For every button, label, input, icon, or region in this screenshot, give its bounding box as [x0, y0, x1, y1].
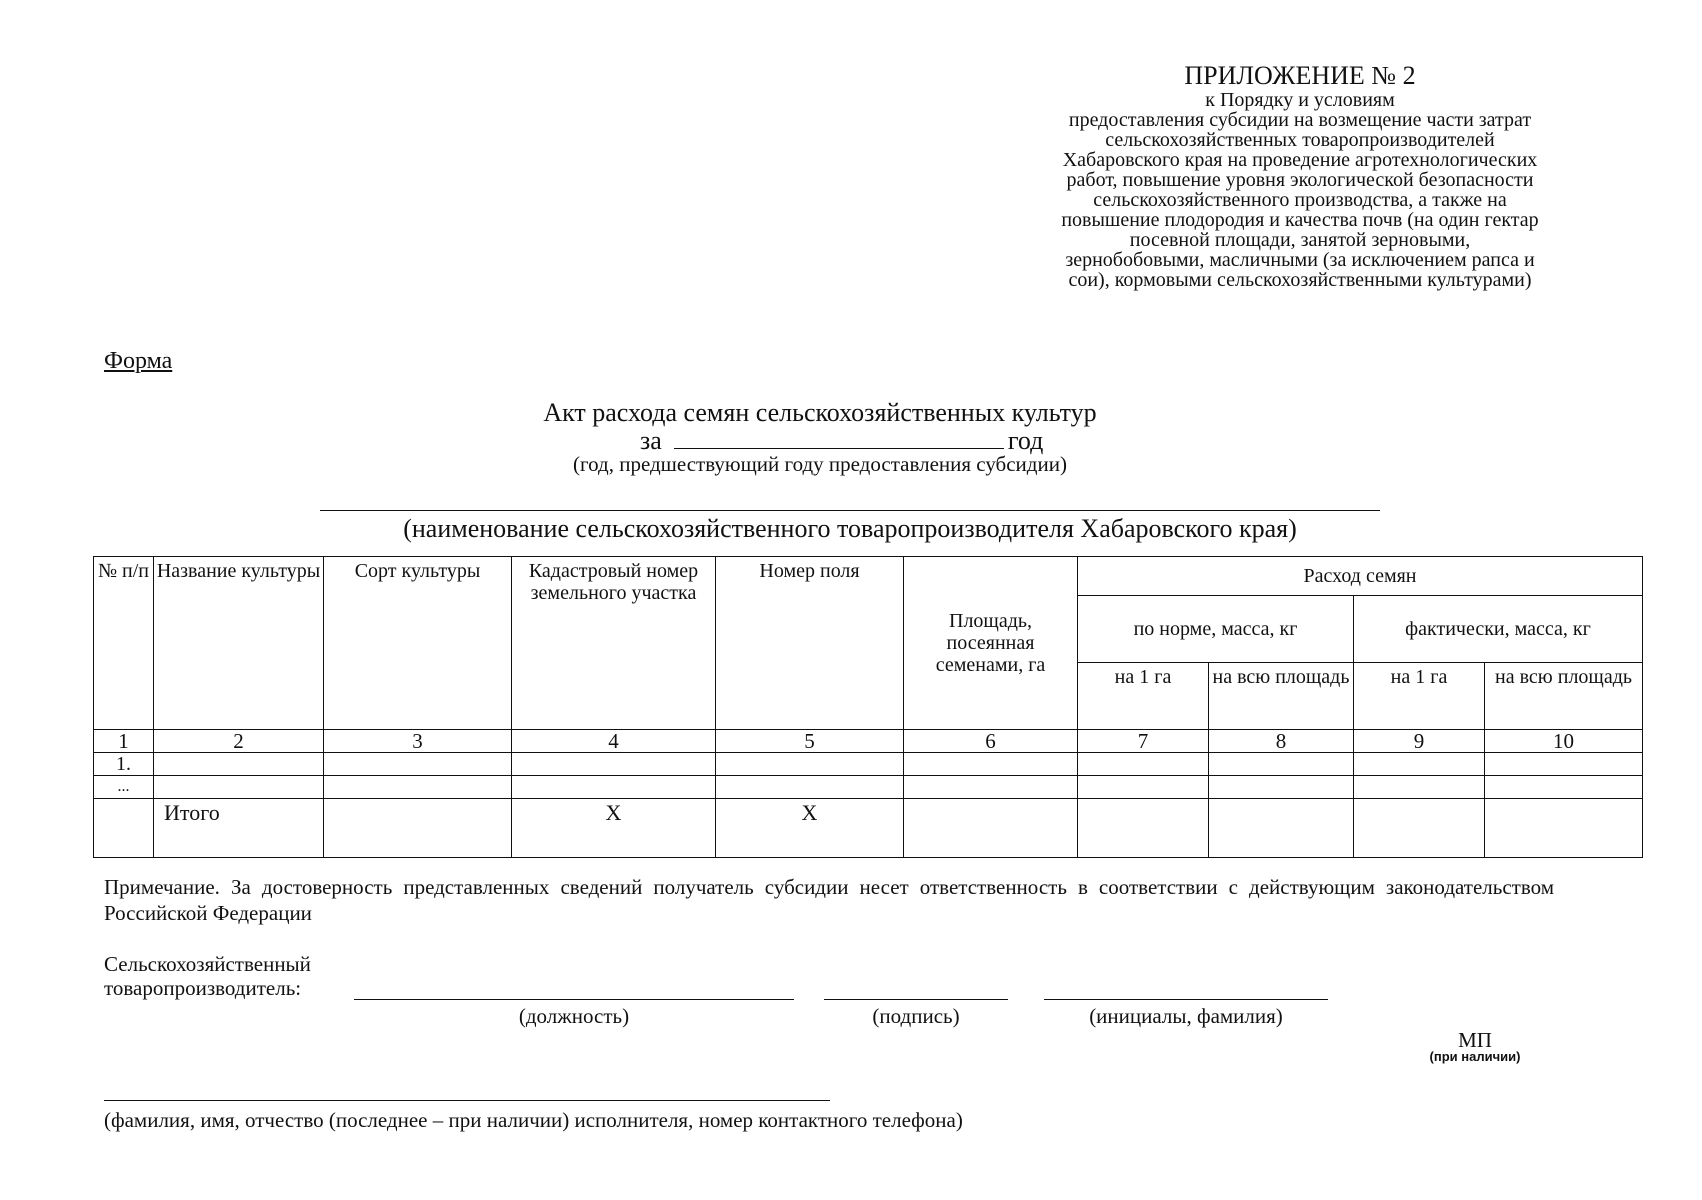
- year-blank-field[interactable]: [674, 424, 1004, 449]
- table-cell[interactable]: [324, 753, 512, 776]
- table-cell[interactable]: [1078, 799, 1209, 858]
- year-prefix: за: [640, 426, 662, 455]
- producer-label-line1: Сельскохозяйственный: [104, 952, 311, 976]
- form-label: Форма: [104, 348, 173, 374]
- appendix-line: сои), кормовыми сельскохозяйственными культурами): [1068, 269, 1532, 291]
- column-number: 7: [1078, 730, 1209, 753]
- act-title: Акт расхода семян сельскохозяйственных культур: [543, 398, 1097, 427]
- appendix-header: [1000, 62, 1600, 290]
- name-blank-field[interactable]: [1044, 999, 1328, 1000]
- position-caption: (должность): [518, 1004, 630, 1028]
- table-cell[interactable]: [324, 776, 512, 799]
- table-cell[interactable]: [1354, 753, 1485, 776]
- table-cell[interactable]: [1485, 776, 1643, 799]
- header-seed-consumption: Расход семян: [1078, 557, 1643, 596]
- column-number: 10: [1485, 730, 1643, 753]
- table-cell[interactable]: [716, 753, 904, 776]
- row-num: ...: [94, 776, 154, 799]
- header-by-norm: по норме, масса, кг: [1078, 596, 1354, 663]
- stamp-label: МП: [1458, 1028, 1492, 1052]
- column-number: 9: [1354, 730, 1485, 753]
- total-cadastral-mark: X: [512, 799, 716, 858]
- appendix-line: сельскохозяйственных товаропроизводителей: [1105, 129, 1495, 151]
- name-caption: (инициалы, фамилия): [1089, 1004, 1283, 1028]
- header-actual-whole-area: на всю площадь: [1485, 663, 1643, 730]
- position-blank-field[interactable]: [354, 999, 794, 1000]
- header-area: Площадь, посеянная семенами, га: [904, 557, 1078, 730]
- column-number: 6: [904, 730, 1078, 753]
- table-cell[interactable]: [1209, 753, 1354, 776]
- header-field-number: Номер поля: [716, 557, 904, 730]
- table-cell[interactable]: [1209, 799, 1354, 858]
- appendix-line: посевной площади, занятой зерновыми,: [1129, 229, 1471, 251]
- table-cell[interactable]: [904, 799, 1078, 858]
- stamp-note: (при наличии): [1429, 1049, 1521, 1064]
- table-cell[interactable]: [1485, 753, 1643, 776]
- table-cell[interactable]: [1078, 776, 1209, 799]
- header-norm-whole-area: на всю площадь: [1209, 663, 1354, 730]
- total-label: Итого: [154, 799, 324, 858]
- header-culture-name: Название культуры: [154, 557, 324, 730]
- table-cell[interactable]: [1354, 799, 1485, 858]
- note-text: Примечание. За достоверность представленных сведений получатель субсидии несет ответственность в соответствии с действующим законодательством Российской Федерации: [104, 875, 1554, 925]
- org-caption: (наименование сельскохозяйственного товаропроизводителя Хабаровского края): [403, 514, 1297, 543]
- executor-caption: (фамилия, имя, отчество (последнее – при наличии) исполнителя, номер контактного телефона): [104, 1108, 963, 1132]
- appendix-title: ПРИЛОЖЕНИЕ № 2: [1184, 61, 1416, 90]
- appendix-line: сельскохозяйственного производства, а также на: [1093, 189, 1507, 211]
- appendix-line: повышение плодородия и качества почв (на один гектар: [1061, 209, 1539, 231]
- org-name-blank-field[interactable]: [320, 510, 1380, 511]
- appendix-line: работ, повышение уровня экологической безопасности: [1066, 169, 1534, 191]
- executor-blank-field[interactable]: [104, 1100, 830, 1101]
- signature-caption: (подпись): [872, 1004, 960, 1028]
- producer-label: [104, 952, 311, 1000]
- year-suffix: год: [1007, 426, 1044, 455]
- table-row: [94, 753, 1643, 776]
- header-norm-per-ha: на 1 га: [1078, 663, 1209, 730]
- seed-consumption-table: [93, 556, 1643, 858]
- column-number: 5: [716, 730, 904, 753]
- row-num: 1.: [94, 753, 154, 776]
- year-caption: (год, предшествующий году предоставления субсидии): [573, 452, 1067, 476]
- table-cell[interactable]: [1209, 776, 1354, 799]
- header-actual: фактически, масса, кг: [1354, 596, 1643, 663]
- header-num: № п/п: [94, 557, 154, 730]
- table-cell[interactable]: [1354, 776, 1485, 799]
- table-cell[interactable]: [1078, 753, 1209, 776]
- table-cell: [94, 799, 154, 858]
- total-row: [94, 799, 1643, 858]
- header-variety: Сорт культуры: [324, 557, 512, 730]
- table-cell[interactable]: [1485, 799, 1643, 858]
- appendix-line: к Порядку и условиям: [1205, 89, 1395, 111]
- header-actual-per-ha: на 1 га: [1354, 663, 1485, 730]
- column-number: 3: [324, 730, 512, 753]
- total-field-mark: X: [716, 799, 904, 858]
- signature-blank-field[interactable]: [824, 999, 1008, 1000]
- table-cell[interactable]: [716, 776, 904, 799]
- header-cadastral: Кадастровый номер земельного участка: [512, 557, 716, 730]
- stamp-place: [1420, 1030, 1530, 1064]
- column-number: 2: [154, 730, 324, 753]
- table-cell[interactable]: [154, 776, 324, 799]
- column-number: 4: [512, 730, 716, 753]
- table-cell[interactable]: [904, 776, 1078, 799]
- table-row: [94, 776, 1643, 799]
- table-cell[interactable]: [512, 776, 716, 799]
- producer-label-line2: товаропроизводитель:: [104, 976, 302, 1000]
- appendix-line: Хабаровского края на проведение агротехнологических: [1062, 149, 1538, 171]
- column-number-row: [94, 730, 1643, 753]
- column-number: 8: [1209, 730, 1354, 753]
- table-header-row: [94, 557, 1643, 596]
- table-cell[interactable]: [324, 799, 512, 858]
- table-cell[interactable]: [154, 753, 324, 776]
- table-cell[interactable]: [512, 753, 716, 776]
- appendix-line: зернобобовыми, масличными (за исключением рапса и: [1065, 249, 1535, 271]
- appendix-line: предоставления субсидии на возмещение части затрат: [1068, 109, 1532, 131]
- column-number: 1: [94, 730, 154, 753]
- table-cell[interactable]: [904, 753, 1078, 776]
